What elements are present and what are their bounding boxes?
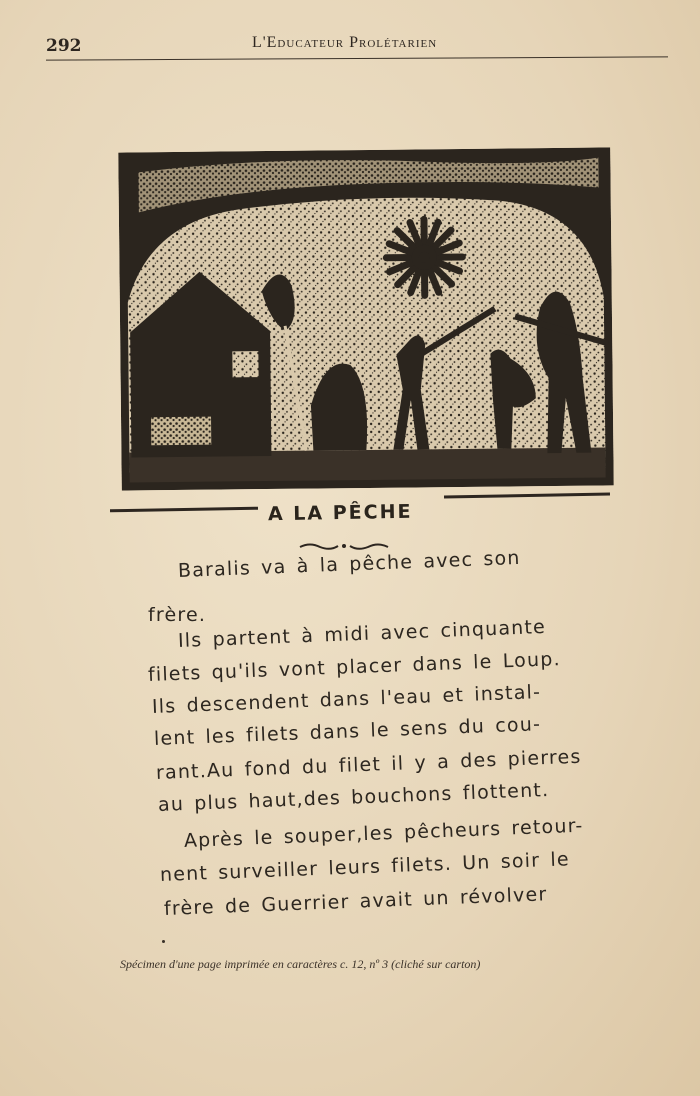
story-line: Ils partent à midi avec cinquante xyxy=(177,615,547,652)
story-line: Ils descendent dans l'eau et instal- xyxy=(151,681,542,718)
plate-caption: Spécimen d'une page imprimée en caractères c. 12, nº 3 (cliché sur carton) xyxy=(120,957,481,971)
story-title: A LA PÊCHE xyxy=(267,500,413,526)
story-line: Baralis va à la pêche avec son xyxy=(177,546,521,582)
story-line: nent surveiller leurs filets. Un soir le xyxy=(159,848,571,886)
story-line: rant.Au fond du filet il y a des pierres xyxy=(155,745,582,784)
story-line: Après le souper,les pêcheurs retour- xyxy=(183,814,584,852)
story-line: au plus haut,des bouchons flottent. xyxy=(157,778,550,816)
running-title: L'Educateur Prolétarien xyxy=(252,34,438,51)
ink-dot xyxy=(162,940,165,943)
story-line: lent les filets dans le sens du cou- xyxy=(153,713,542,750)
story-line: frère. xyxy=(148,604,207,626)
story-line: frère de Guerrier avait un révolver xyxy=(163,883,548,920)
story-line: filets qu'ils vont placer dans le Loup. xyxy=(147,648,562,686)
page-number: 292 xyxy=(46,36,82,56)
